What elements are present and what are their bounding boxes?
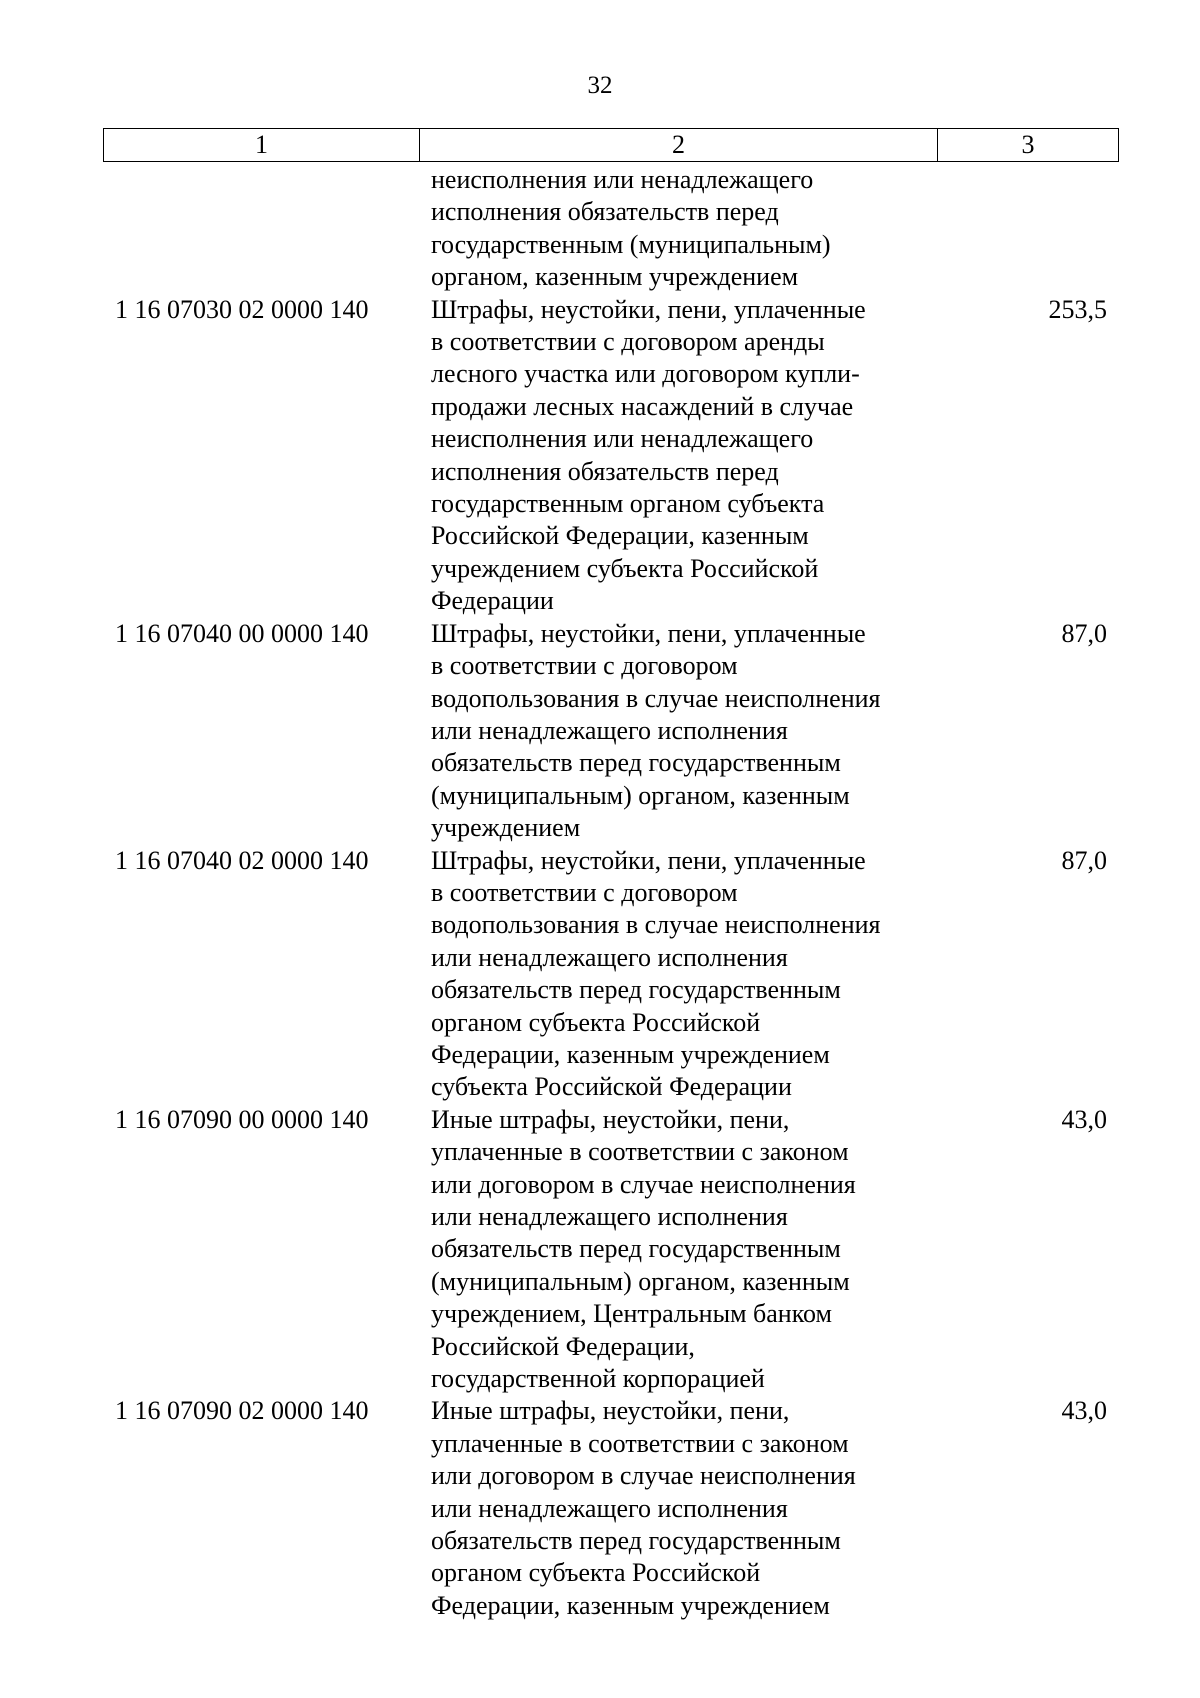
row-code: 1 16 07040 02 0000 140	[115, 845, 369, 875]
row-description: Штрафы, неустойки, пени, уплаченные в соответствии с договором аренды лесного участка или договором купли- продажи лесных насаждений в случае неисполнения или ненадлежащего исполнения обязательств перед государственным органом субъекта Российской Федерации, казенным учреждением субъекта Российской Федерации	[431, 294, 866, 616]
table-row	[103, 1104, 1119, 1396]
row-code: 1 16 07040 00 0000 140	[115, 618, 369, 648]
row-amount: 43,0	[1061, 1396, 1107, 1426]
row-code: 1 16 07090 02 0000 140	[115, 1396, 369, 1426]
table-row	[103, 294, 1119, 618]
header-col-3: 3	[1021, 130, 1035, 159]
row-amount: 87,0	[1061, 845, 1107, 875]
header-col-2: 2	[420, 129, 938, 161]
row-description: Штрафы, неустойки, пени, уплаченные в соответствии с договором водопользования в случае неисполнения или ненадлежащего исполнения обязательств перед государственным (муниципальным) органом, казенным учреждением	[431, 618, 881, 843]
table-row	[103, 1395, 1119, 1622]
row-description: Иные штрафы, неустойки, пени, уплаченные в соответствии с законом или договором в случае неисполнения или ненадлежащего исполнения обязательств перед государственным органом субъекта Российской Федерации, казенным учреждением	[431, 1396, 856, 1620]
row-amount: 253,5	[1048, 294, 1107, 324]
row-amount: 87,0	[1061, 618, 1107, 648]
table-row	[103, 845, 1119, 1104]
row-amount: 43,0	[1061, 1104, 1107, 1134]
table-header	[103, 128, 1119, 162]
row-description: Иные штрафы, неустойки, пени, уплаченные в соответствии с законом или договором в случае неисполнения или ненадлежащего исполнения обязательств перед государственным (муниципальным) органом, казенным учреждением, Центральным банком Российской Федерации, государственной корпорацией	[431, 1104, 856, 1394]
page-number: 32	[587, 72, 613, 99]
row-code: 1 16 07030 02 0000 140	[115, 294, 369, 324]
header-col-1: 1	[104, 129, 420, 161]
row-description: Штрафы, неустойки, пени, уплаченные в соответствии с договором водопользования в случае неисполнения или ненадлежащего исполнения обязательств перед государственным органом субъекта Российской Федерации, казенным учреждением субъекта Российской Федерации	[431, 845, 881, 1102]
table-row	[103, 618, 1119, 845]
table-body	[103, 164, 1119, 1622]
table-row	[103, 164, 1119, 294]
row-description: неисполнения или ненадлежащего исполнения обязательств перед государственным (муниципальным) органом, казенным учреждением	[431, 165, 831, 292]
row-code: 1 16 07090 00 0000 140	[115, 1104, 369, 1134]
